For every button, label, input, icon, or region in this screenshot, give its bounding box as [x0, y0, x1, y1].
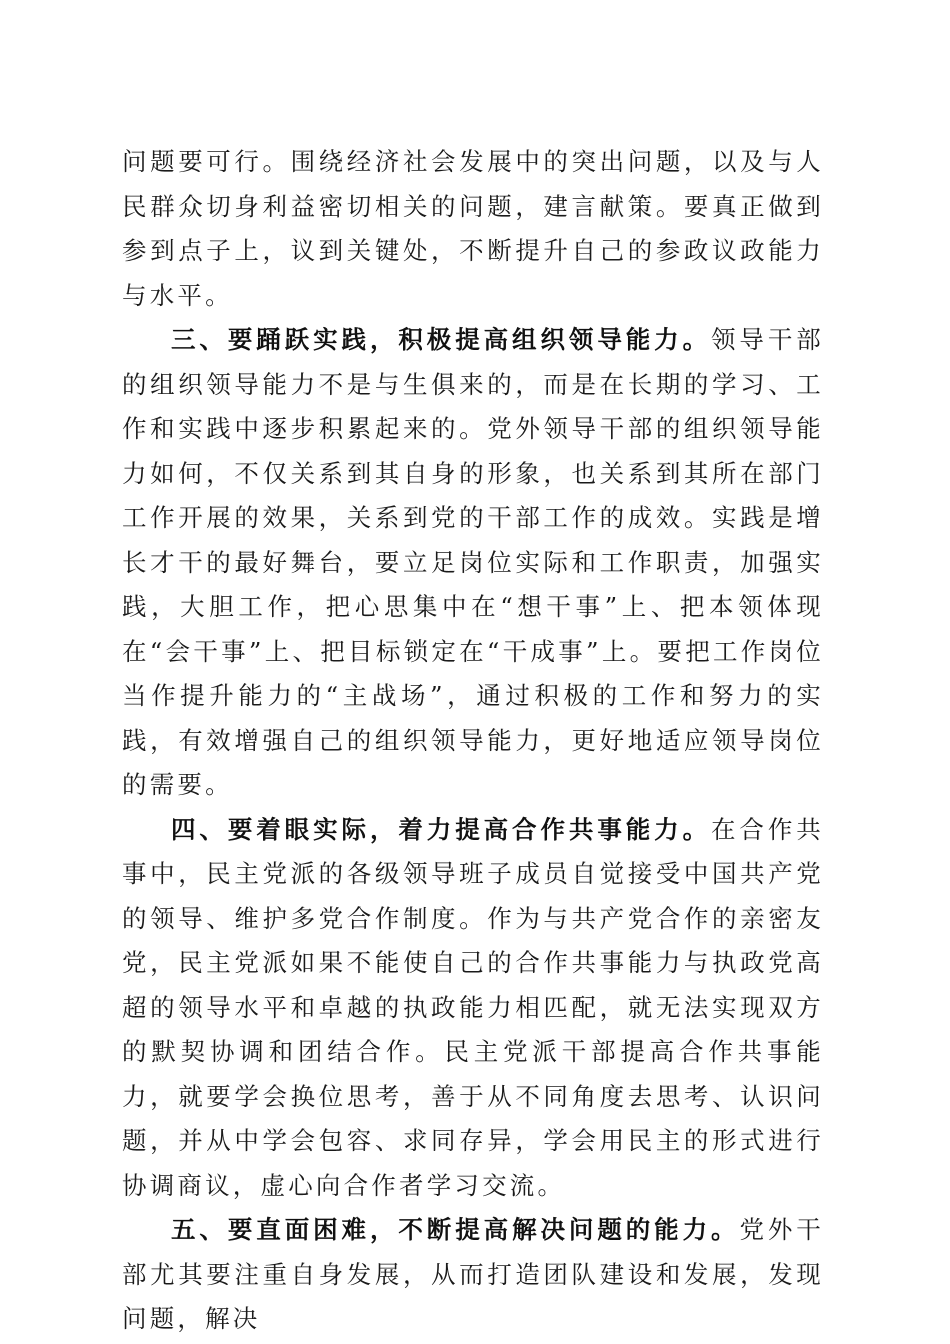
paragraph-text: 在合作共事中，民主党派的各级领导班子成员自觉接受中国共产党的领导、维护多党合作制度。作为与共产党合作的亲密友党，民主党派如果不能使自己的合作共事能力与执政党高超的领导水平和卓越的执政能力相匹配，就无法实现双方的默契协调和团结合作。民主党派干部提高合作共事能力，就要学会换位思考，善于从不同角度去思考、认识问题，并从中学会包容、求同存异，学会用民主的形式进行协调商议，虚心向合作者学习交流。 — [122, 814, 824, 1200]
document-body — [122, 140, 824, 1342]
paragraph-text: 问题要可行。围绕经济社会发展中的突出问题，以及与人民群众切身利益密切相关的问题，建言献策。要真正做到参到点子上，议到关键处，不断提升自己的参政议政能力与水平。 — [122, 147, 824, 310]
paragraph-text: 党外干部尤其要注重自身发展，从而打造团队建设和发展，发现问题，解决 — [122, 1215, 824, 1333]
paragraph-continuation — [122, 140, 824, 318]
section-heading: 四、要着眼实际，着力提高合作共事能力。 — [171, 814, 712, 844]
paragraph-section-five — [122, 1208, 824, 1342]
section-heading: 三、要踊跃实践，积极提高组织领导能力。 — [171, 325, 712, 354]
paragraph-section-four — [122, 808, 824, 1209]
paragraph-section-three — [122, 318, 824, 808]
paragraph-text: 领导干部的组织领导能力不是与生俱来的，而是在长期的学习、工作和实践中逐步积累起来的。党外领导干部的组织领导能力如何，不仅关系到其自身的形象，也关系到其所在部门工作开展的效果，关系到党的干部工作的成效。实践是增长才干的最好舞台，要立足岗位实际和工作职责，加强实践，大胆工作，把心思集中在“想干事”上、把本领体现在“会干事”上、把目标锁定在“干成事”上。要把工作岗位当作提升能力的“主战场”，通过积极的工作和努力的实践，有效增强自己的组织领导能力，更好地适应领导岗位的需要。 — [122, 325, 824, 799]
section-heading: 五、要直面困难，不断提高解决问题的能力。 — [171, 1215, 740, 1244]
